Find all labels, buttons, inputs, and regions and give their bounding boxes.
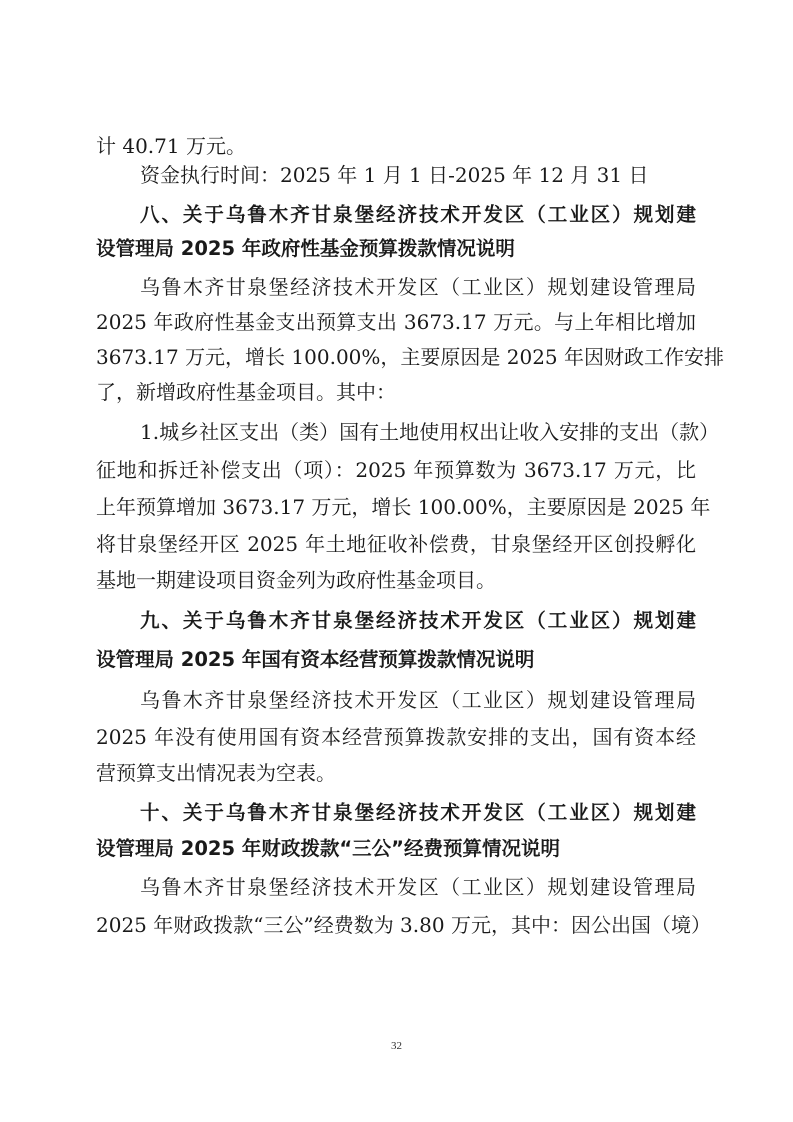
body-text-line: 2025 年财政拨款“三公”经费数为 3.80 万元，其中：因公出国（境）	[96, 913, 711, 937]
section-8-heading: 八、关于乌鲁木齐甘泉堡经济技术开发区（工业区）规划建	[140, 203, 696, 226]
body-text-line: 上年预算增加 3673.17 万元，增长 100.00%，主要原因是 2025 年	[96, 495, 711, 519]
body-text-line: 基地一期建设项目资金列为政府性基金项目。	[96, 568, 496, 592]
body-text-line: 1.城乡社区支出（类）国有土地使用权出让收入安排的支出（款）	[140, 420, 720, 444]
body-text-line: 了，新增政府性基金项目。其中：	[96, 380, 396, 404]
body-text-line: 2025 年政府性基金支出预算支出 3673.17 万元。与上年相比增加	[96, 310, 696, 334]
section-9-heading-cont: 设管理局 2025 年国有资本经营预算拨款情况说明	[96, 648, 535, 671]
execution-period-line: 资金执行时间：2025 年 1 月 1 日-2025 年 12 月 31 日	[140, 163, 649, 187]
section-9-heading: 九、关于乌鲁木齐甘泉堡经济技术开发区（工业区）规划建	[140, 609, 696, 632]
section-10-heading-cont: 设管理局 2025 年财政拨款“三公”经费预算情况说明	[96, 837, 560, 860]
body-text-line: 乌鲁木齐甘泉堡经济技术开发区（工业区）规划建设管理局	[140, 275, 696, 299]
body-text-line: 3673.17 万元，增长 100.00%，主要原因是 2025 年因财政工作安排	[96, 345, 725, 369]
body-text-line: 2025 年没有使用国有资本经营预算拨款安排的支出，国有资本经	[96, 725, 696, 749]
section-8-heading-cont: 设管理局 2025 年政府性基金预算拨款情况说明	[96, 237, 515, 260]
page-number: 32	[391, 1040, 402, 1052]
body-text-line: 营预算支出情况表为空表。	[96, 761, 336, 785]
body-text-line: 计 40.71 万元。	[96, 134, 246, 158]
body-text-line: 乌鲁木齐甘泉堡经济技术开发区（工业区）规划建设管理局	[140, 875, 696, 899]
body-text-line: 将甘泉堡经开区 2025 年土地征收补偿费，甘泉堡经开区创投孵化	[96, 532, 696, 556]
body-text-line: 乌鲁木齐甘泉堡经济技术开发区（工业区）规划建设管理局	[140, 688, 696, 712]
body-text-line: 征地和拆迁补偿支出（项）：2025 年预算数为 3673.17 万元，比	[96, 458, 696, 482]
section-10-heading: 十、关于乌鲁木齐甘泉堡经济技术开发区（工业区）规划建	[140, 801, 696, 824]
